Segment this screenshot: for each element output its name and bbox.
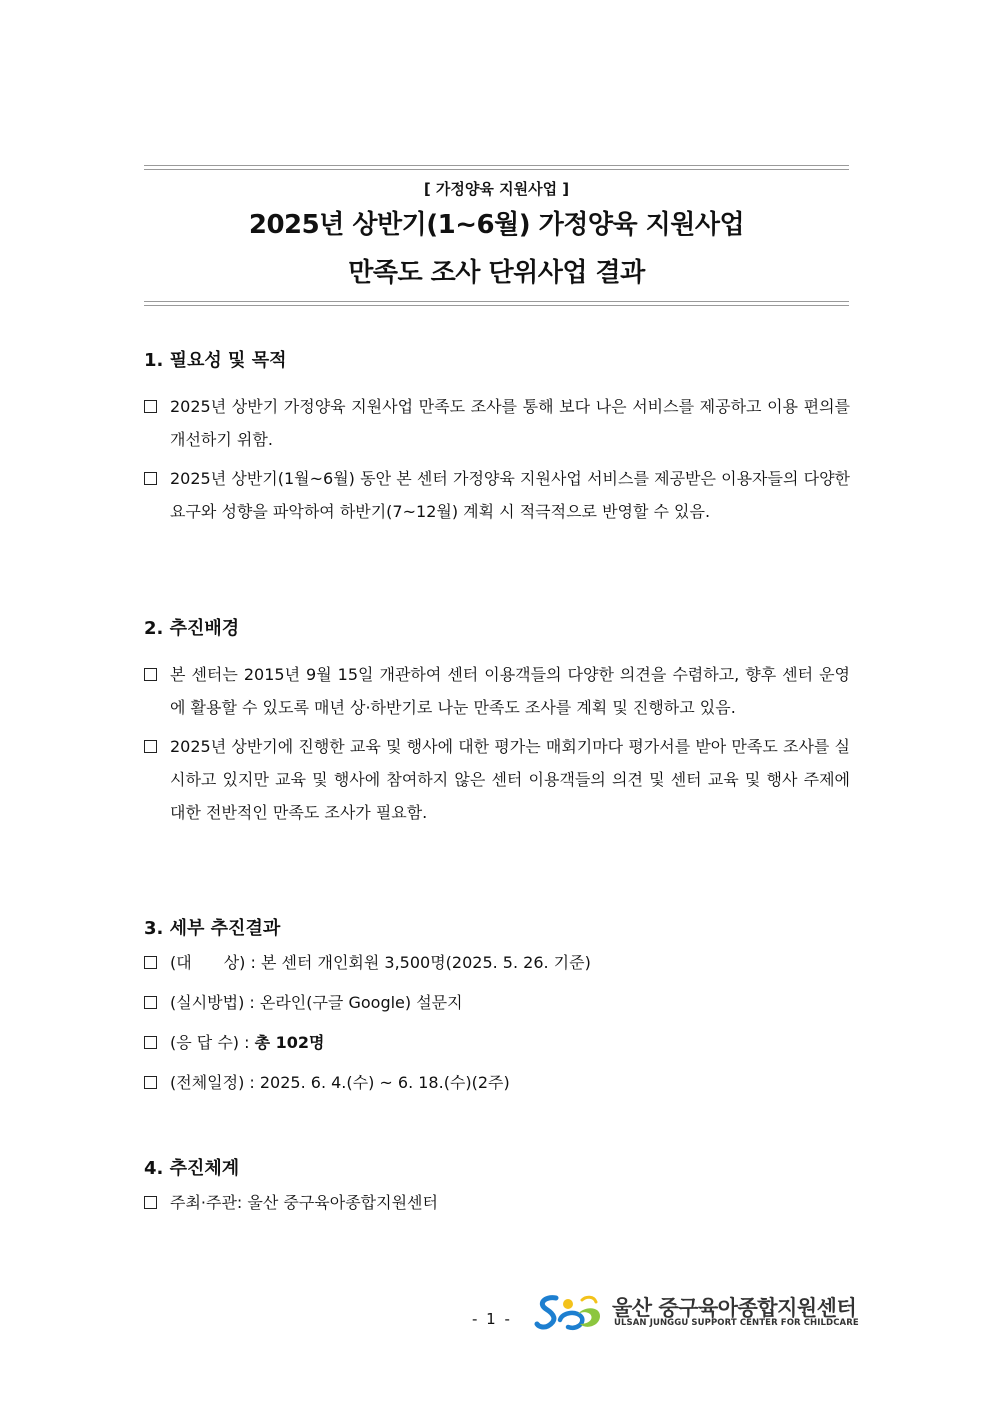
list-item xyxy=(144,1026,850,1059)
list-item-text: 2025년 상반기에 진행한 교육 및 행사에 대한 평가는 매회기마다 평가서를 받아 만족도 조사를 실시하고 있지만 교육 및 행사에 참여하지 않은 센터 이용객들의 의견 및 센터 교육 및 행사 주제에 대한 전반적인 만족도 조사가 필요함. xyxy=(170,737,850,822)
document-title-line-1: 2025년 상반기(1~6월) 가정양육 지원사업 xyxy=(248,210,745,240)
document-supertitle: [ 가정양육 지원사업 ] xyxy=(423,180,570,198)
list-item xyxy=(144,730,850,829)
page-number: - 1 - xyxy=(472,1310,512,1328)
section-heading: 2. 추진배경 xyxy=(144,618,240,639)
checkbox-square-icon xyxy=(144,668,157,681)
list-item xyxy=(144,1186,850,1219)
list-item-text: (전체일정) : 2025. 6. 4.(수) ~ 6. 18.(수)(2주) xyxy=(170,1073,510,1092)
checkbox-square-icon xyxy=(144,1076,157,1089)
section-purpose xyxy=(144,348,850,534)
list-item-text: (응 답 수) : xyxy=(170,1033,255,1052)
checkbox-square-icon xyxy=(144,956,157,969)
checkbox-square-icon xyxy=(144,996,157,1009)
list-item xyxy=(144,946,850,979)
title-bottom-rule xyxy=(144,301,849,307)
section-results xyxy=(144,916,850,1106)
section-heading: 3. 세부 추진결과 xyxy=(144,918,281,939)
center-logo-icon xyxy=(534,1290,606,1334)
document-title-line-2: 만족도 조사 단위사업 결과 xyxy=(348,258,645,288)
checkbox-square-icon xyxy=(144,472,157,485)
title-block xyxy=(144,165,849,307)
list-item xyxy=(144,658,850,724)
section-structure xyxy=(144,1156,850,1225)
section-background xyxy=(144,616,850,835)
list-item xyxy=(144,390,850,456)
list-item xyxy=(144,986,850,1019)
checkbox-square-icon xyxy=(144,740,157,753)
checkbox-square-icon xyxy=(144,400,157,413)
list-item-text: 본 센터는 2015년 9월 15일 개관하여 센터 이용객들의 다양한 의견을 수렴하고, 향후 센터 운영에 활용할 수 있도록 매년 상·하반기로 나눈 만족도 조사를 계획 및 진행하고 있음. xyxy=(170,665,850,717)
list-item-text: 주최·주관: 울산 중구육아종합지원센터 xyxy=(170,1193,438,1212)
section-heading: 1. 필요성 및 목적 xyxy=(144,350,287,371)
logo-name-ko: 울산 중구육아종합지원센터 xyxy=(612,1296,857,1320)
logo-name-en: ULSAN JUNGGU SUPPORT CENTER FOR CHILDCARE xyxy=(614,1318,859,1328)
title-top-rule xyxy=(144,165,849,171)
response-total: 총 102명 xyxy=(254,1033,325,1052)
list-item-text: (실시방법) : 온라인(구글 Google) 설문지 xyxy=(170,993,463,1012)
checkbox-square-icon xyxy=(144,1036,157,1049)
list-item-text: 2025년 상반기(1월~6월) 동안 본 센터 가정양육 지원사업 서비스를 제공받은 이용자들의 다양한 요구와 성향을 파악하여 하반기(7~12월) 계획 시 적극적으로 반영할 수 있음. xyxy=(170,469,850,521)
checkbox-square-icon xyxy=(144,1196,157,1209)
center-logo xyxy=(534,1290,859,1334)
list-item xyxy=(144,462,850,528)
list-item-text: 2025년 상반기 가정양육 지원사업 만족도 조사를 통해 보다 나은 서비스를 제공하고 이용 편의를 개선하기 위함. xyxy=(170,397,850,449)
list-item xyxy=(144,1066,850,1099)
list-item-text: (대 상) : 본 센터 개인회원 3,500명(2025. 5. 26. 기준) xyxy=(170,953,591,972)
section-heading: 4. 추진체계 xyxy=(144,1158,240,1179)
